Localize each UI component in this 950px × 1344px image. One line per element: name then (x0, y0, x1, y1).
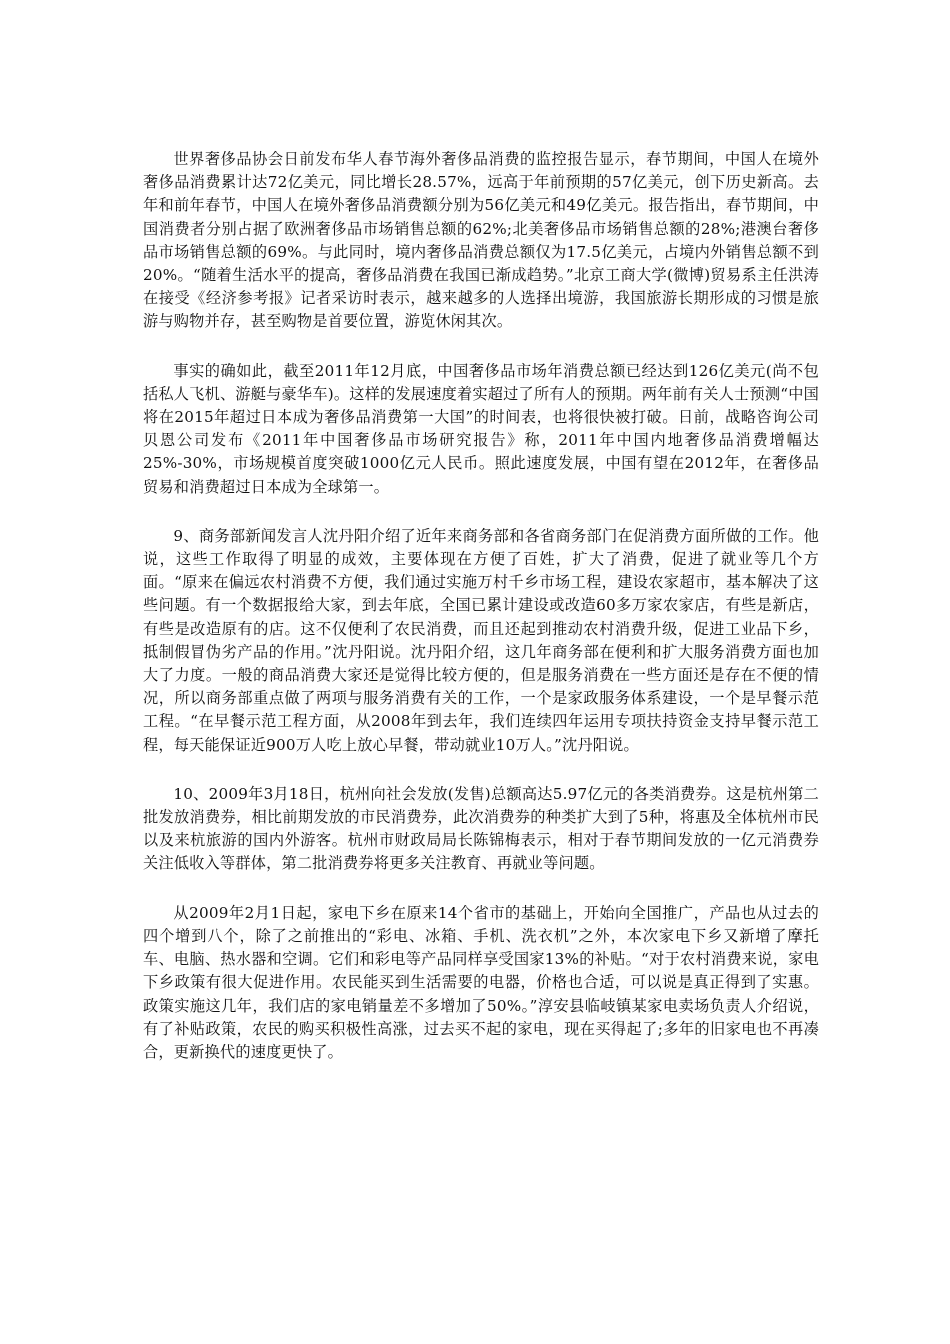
paragraph-overseas-luxury-spending: 世界奢侈品协会日前发布华人春节海外奢侈品消费的监控报告显示，春节期间，中国人在境外奢侈品消费累计达72亿美元，同比增长28.57%，远高于年前预期的57亿美元，创下历史新高。去年和前年春节，中国人在境外奢侈品消费额分别为56亿美元和49亿美元。报告指出，春节期间，中国消费者分别占据了欧洲奢侈品市场销售总额的62%;北美奢侈品市场销售总额的28%;港澳台奢侈品市场销售总额的69%。与此同时，境内奢侈品消费总额仅为17.5亿美元，占境内外销售总额不到20%。“随着生活水平的提高，奢侈品消费在我国已渐成趋势。”北京工商大学(微博)贸易系主任洪涛在接受《经济参考报》记者采访时表示，越来越多的人选择出境游，我国旅游长期形成的习惯是旅游与购物并存，甚至购物是首要位置，游览休闲其次。 (143, 150, 819, 331)
paragraph-appliances-to-countryside: 从2009年2月1日起，家电下乡在原来14个省市的基础上，开始向全国推广，产品也从过去的四个增到八个，除了之前推出的“彩电、冰箱、手机、洗衣机”之外，本次家电下乡又新增了摩托车、电脑、热水器和空调。它们和彩电等产品同样享受国家13%的补贴。“对于农村消费来说，家电下乡政策有很大促进作用。农民能买到生活需要的电器，价格也合适，可以说是真正得到了实惠。政策实施这几年，我们店的家电销量差不多增加了50%。”淳安县临岐镇某家电卖场负责人介绍说，有了补贴政策，农民的购买积极性高涨，过去买不起的家电，现在买得起了;多年的旧家电也不再凑合，更新换代的速度更快了。 (143, 903, 819, 1061)
document-page (143, 148, 819, 1064)
paragraph-commerce-ministry: 9、商务部新闻发言人沈丹阳介绍了近年来商务部和各省商务部门在促消费方面所做的工作。他说，这些工作取得了明显的成效，主要体现在方便了百姓，扩大了消费，促进了就业等几个方面。“原来在偏远农村消费不方便，我们通过实施万村千乡市场工程，建设农家超市，基本解决了这些问题。有一个数据报给大家，到去年底，全国已累计建设或改造60多万家农家店，有些是新店，有些是改造原有的店。这不仅便利了农民消费，而且还起到推动农村消费升级，促进工业品下乡，抵制假冒伪劣产品的作用。”沈丹阳说。沈丹阳介绍，这几年商务部在便利和扩大服务消费方面也加大了力度。一般的商品消费大家还是觉得比较方便的，但是服务消费在一些方面还是存在不便的情况，所以商务部重点做了两项与服务消费有关的工作，一个是家政服务体系建设，一个是早餐示范工程。“在早餐示范工程方面，从2008年到去年，我们连续四年运用专项扶持资金支持早餐示范工程，每天能保证近900万人吃上放心早餐，带动就业10万人。”沈丹阳说。 (143, 526, 819, 754)
paragraph-luxury-market-2011: 事实的确如此，截至2011年12月底，中国奢侈品市场年消费总额已经达到126亿美元(尚不包括私人飞机、游艇与豪华车)。这样的发展速度着实超过了所有人的预期。两年前有关人士预测“中国将在2015年超过日本成为奢侈品消费第一大国”的时间表，也将很快被打破。日前，战略咨询公司贝恩公司发布《2011年中国奢侈品市场研究报告》称，2011年中国内地奢侈品消费增幅达25%-30%，市场规模首度突破1000亿元人民币。照此速度发展，中国有望在2012年，在奢侈品贸易和消费超过日本成为全球第一。 (143, 361, 819, 496)
paragraph-hangzhou-vouchers: 10、2009年3月18日，杭州向社会发放(发售)总额高达5.97亿元的各类消费券。这是杭州第二批发放消费券，相比前期发放的市民消费券，此次消费券的种类扩大到了5种，将惠及全体杭州市民以及来杭旅游的国内外游客。杭州市财政局局长陈锦梅表示，相对于春节期间发放的一亿元消费券关注低收入等群体，第二批消费券将更多关注教育、再就业等问题。 (143, 784, 819, 873)
